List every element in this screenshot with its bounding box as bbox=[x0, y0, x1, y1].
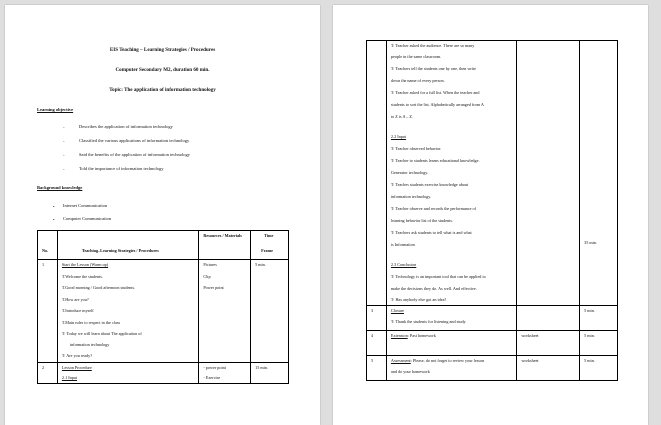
row-line: T: Teacher asked for a full list. When the teacher and bbox=[390, 90, 480, 95]
bullet: - bbox=[63, 139, 65, 144]
time-value: 35 min. bbox=[584, 240, 597, 245]
row-title: Lesson Procedure bbox=[61, 365, 92, 370]
document-title: EIS Teaching – Learning Strategies / Procedures bbox=[109, 47, 216, 53]
objective-item: Told the importance of information technology bbox=[79, 166, 164, 171]
table-row bbox=[367, 41, 618, 306]
bullet: - bbox=[63, 125, 65, 130]
header-frame: Frame bbox=[261, 248, 273, 253]
header-time-cell bbox=[251, 231, 289, 260]
table-row bbox=[38, 260, 289, 363]
row-title-line bbox=[391, 359, 484, 364]
row-subheading: 2.1 Input bbox=[61, 375, 78, 380]
lesson-table bbox=[37, 230, 289, 384]
header-resources-cell bbox=[199, 231, 251, 260]
row-title-line bbox=[391, 334, 436, 339]
row-line: T: Teachers tell the students one by one, then write bbox=[390, 66, 476, 71]
row-line: learning behavior list of the students. bbox=[390, 218, 454, 223]
resource-item: worksheet bbox=[521, 358, 539, 363]
resource-item: - Exercise bbox=[203, 375, 221, 380]
document-subtitle: Computer Secondary M2, duration 60 min. bbox=[115, 67, 210, 73]
bullet: • bbox=[53, 204, 55, 209]
row-line: T.How are you? bbox=[61, 297, 89, 302]
lesson-table-continued bbox=[366, 40, 618, 381]
background-heading: Background knowledge bbox=[37, 185, 83, 190]
row-line: T: Teachers ask students to tell what is and what bbox=[390, 230, 472, 235]
bullet: • bbox=[53, 217, 55, 222]
row-line: T.Welcome the students. bbox=[61, 274, 103, 279]
row-title: Assessment bbox=[390, 358, 411, 363]
resource-item: - power point bbox=[203, 365, 226, 370]
resource-item: Pictures bbox=[203, 262, 217, 267]
row-line: Generator technology. bbox=[390, 170, 429, 175]
row-number: 1 bbox=[42, 262, 45, 267]
table-row bbox=[367, 306, 618, 331]
header-no: No. bbox=[42, 248, 49, 253]
header-procedures: Teaching–Learning Strategies / Procedures bbox=[81, 248, 159, 253]
row-line: information technology. bbox=[390, 194, 432, 199]
row-line: T.Introduce myself bbox=[61, 308, 94, 313]
table-row bbox=[38, 363, 289, 384]
row-number: 4 bbox=[371, 333, 374, 338]
time-value: 5 min. bbox=[584, 333, 595, 338]
row-line: to Z is A – Z. bbox=[390, 114, 414, 119]
row-line: students to sort the list. Alphabetically arranged from A bbox=[390, 102, 484, 107]
header-no-cell bbox=[38, 231, 58, 260]
document-page-2 bbox=[333, 5, 648, 425]
row-line: T.Good morning / Good afternoon students. bbox=[61, 285, 136, 290]
resource-item: Clip bbox=[203, 274, 211, 279]
row-line: and do your homework bbox=[390, 369, 430, 374]
background-item: Computer Communication bbox=[63, 216, 112, 221]
objective-item: Said the benefits of the application of information technology bbox=[79, 152, 190, 157]
time-value: 5 min. bbox=[584, 358, 595, 363]
resource-item: Power point bbox=[203, 285, 224, 290]
row-line: people in the same classroom. bbox=[390, 54, 442, 59]
row-title: Extension bbox=[390, 333, 408, 338]
resource-item: worksheet bbox=[521, 333, 539, 338]
row-line: T: Teacher observe and records the performance of bbox=[390, 206, 477, 211]
time-value: 5 min. bbox=[584, 308, 595, 313]
row-line: make the decisions they do. As well. And effective. bbox=[390, 286, 477, 291]
background-item: Internet Communication bbox=[63, 203, 108, 208]
row-line: T: Teacher to students learns educational knowledge. bbox=[390, 158, 480, 163]
row-title-rest: : Past homework bbox=[407, 333, 436, 338]
row-subheading: 2.2 Input bbox=[390, 134, 407, 139]
row-line: T: Technology is an important tool that can be applied to bbox=[390, 274, 486, 279]
row-line: T: Today we will learn about The application of bbox=[61, 331, 142, 336]
row-number: 5 bbox=[371, 358, 374, 363]
row-number: 2 bbox=[42, 365, 45, 370]
objectives-heading: Learning objective bbox=[37, 107, 74, 112]
header-time: Time bbox=[264, 233, 274, 238]
document-page-1 bbox=[5, 5, 320, 425]
header-resources: Resources / Materials bbox=[203, 233, 242, 238]
objective-item: Classified the various applications of information technology bbox=[79, 138, 190, 143]
row-number: 3 bbox=[371, 308, 374, 313]
table-row bbox=[367, 331, 618, 356]
table-row bbox=[367, 356, 618, 381]
bullet: - bbox=[63, 153, 65, 158]
row-line: T.Main rules to respect in the class bbox=[61, 320, 121, 325]
row-line: T: Thank the students for listening and study bbox=[390, 319, 466, 324]
row-title: Closure bbox=[390, 308, 404, 313]
row-line: down the name of every person. bbox=[390, 78, 445, 83]
header-procedures-cell bbox=[57, 231, 198, 260]
row-line: T: Teacher observed behavior. bbox=[390, 146, 442, 151]
row-line: T: Teacher asked the audience. There are so many bbox=[390, 43, 475, 48]
document-topic: Topic: The application of information technology bbox=[109, 87, 216, 93]
time-value: 5 min. bbox=[255, 262, 266, 267]
row-line: T: Has anybody else got an idea? bbox=[390, 297, 447, 302]
row-line: T: Teaches students exercise knowledge about bbox=[390, 182, 469, 187]
row-subheading: 2.3 Conclusion bbox=[390, 262, 417, 267]
row-line: is Information bbox=[390, 242, 415, 247]
row-title: Start the Lesson (Warm up) bbox=[61, 262, 109, 267]
bullet: - bbox=[63, 167, 65, 172]
row-title-rest: : Please, do not forget to review your lesson bbox=[410, 358, 485, 363]
row-line: T: Are you ready? bbox=[61, 353, 93, 358]
table-header-row bbox=[38, 231, 289, 260]
objective-item: Describes the application of information technology bbox=[79, 124, 173, 129]
time-value: 15 min. bbox=[255, 365, 268, 370]
row-line: information technology bbox=[69, 342, 110, 347]
